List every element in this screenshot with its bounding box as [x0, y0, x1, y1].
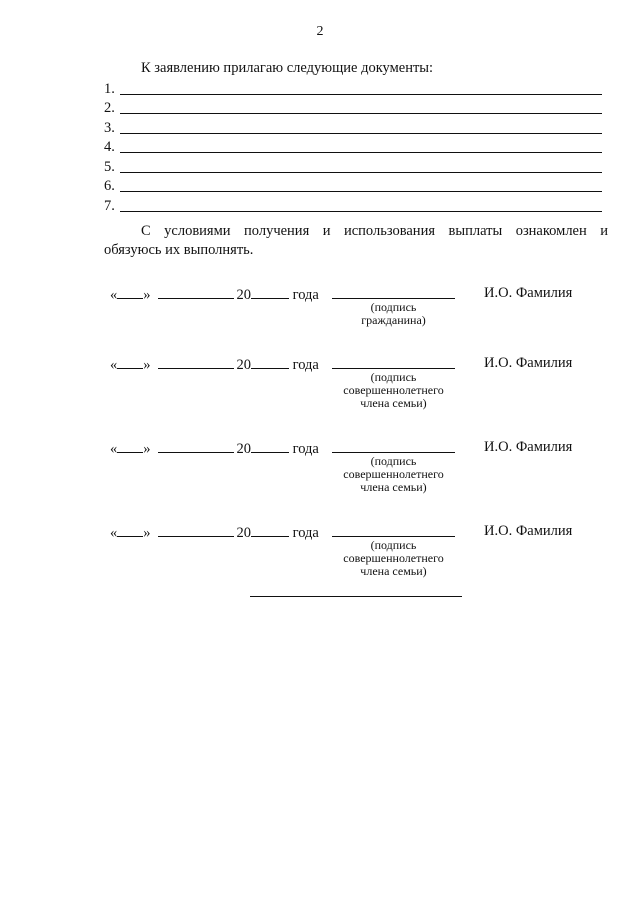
document-row — [104, 78, 602, 98]
signature-block-family-member — [110, 439, 590, 509]
document-number: 5. — [104, 158, 115, 175]
signature-line[interactable] — [332, 452, 455, 453]
document-line[interactable] — [120, 177, 602, 192]
document-number: 4. — [104, 139, 115, 155]
open-quote: « — [110, 525, 118, 541]
document-line[interactable] — [120, 158, 602, 173]
document-number: 3. — [104, 119, 115, 136]
document-row — [104, 156, 602, 176]
signature-caption — [332, 301, 455, 327]
caption-line: (подпись — [370, 538, 417, 552]
document-number: 6. — [104, 178, 115, 194]
document-line[interactable] — [120, 138, 602, 153]
close-quote: » — [143, 441, 151, 457]
month-blank[interactable] — [158, 285, 234, 299]
attached-documents-list — [104, 78, 602, 215]
conditions-line-2: обязуюсь их выполнять. — [104, 242, 254, 258]
year-blank[interactable] — [251, 285, 289, 299]
caption-line: (подпись — [370, 454, 417, 468]
year-word: года — [292, 287, 319, 303]
document-number: 2. — [104, 100, 115, 116]
document-line[interactable] — [120, 197, 602, 212]
open-quote: « — [110, 357, 118, 373]
day-blank[interactable] — [117, 523, 143, 537]
caption-line: (подпись — [370, 300, 417, 314]
document-line[interactable] — [120, 80, 602, 95]
attachments-intro: К заявлению прилагаю следующие документы: — [141, 60, 434, 76]
open-quote: « — [110, 287, 118, 303]
year-prefix: 20 — [236, 287, 251, 303]
signer-name: И.О. Фамилия — [484, 439, 573, 455]
signature-block-citizen — [110, 285, 590, 355]
signer-name: И.О. Фамилия — [484, 523, 573, 539]
year-blank[interactable] — [251, 439, 289, 453]
close-quote: » — [143, 287, 151, 303]
caption-line: (подпись — [370, 370, 417, 384]
close-quote: » — [143, 525, 151, 541]
signature-block-family-member — [110, 523, 590, 593]
year-blank[interactable] — [251, 523, 289, 537]
date-field — [110, 355, 319, 374]
month-blank[interactable] — [158, 439, 234, 453]
date-field — [110, 523, 319, 542]
conditions-statement — [104, 222, 608, 260]
date-field — [110, 439, 319, 458]
caption-line: члена семьи) — [360, 396, 427, 410]
signer-name: И.О. Фамилия — [484, 285, 573, 301]
year-word: года — [292, 525, 319, 541]
document-row — [104, 195, 602, 215]
day-blank[interactable] — [117, 439, 143, 453]
year-word: года — [292, 357, 319, 373]
signer-name: И.О. Фамилия — [484, 355, 573, 371]
caption-line: совершеннолетнего — [343, 383, 444, 397]
caption-line: совершеннолетнего — [343, 467, 444, 481]
year-blank[interactable] — [251, 355, 289, 369]
signature-caption — [332, 455, 455, 494]
document-number: 7. — [104, 197, 115, 214]
date-field — [110, 285, 319, 304]
day-blank[interactable] — [117, 285, 143, 299]
end-of-document-rule — [250, 596, 462, 597]
signature-line[interactable] — [332, 298, 455, 299]
document-line[interactable] — [120, 119, 602, 134]
signature-block-family-member — [110, 355, 590, 425]
document-number: 1. — [104, 80, 115, 97]
caption-line: совершеннолетнего — [343, 551, 444, 565]
caption-line: члена семьи) — [360, 480, 427, 494]
caption-line: гражданина) — [361, 313, 426, 327]
year-prefix: 20 — [236, 525, 251, 541]
close-quote: » — [143, 357, 151, 373]
page-number: 2 — [316, 24, 324, 39]
document-row — [104, 176, 602, 196]
document-row — [104, 137, 602, 157]
year-prefix: 20 — [236, 357, 251, 373]
signature-line[interactable] — [332, 368, 455, 369]
conditions-line-1: С условиями получения и использования выплаты ознакомлен и — [141, 223, 608, 239]
document-row — [104, 98, 602, 118]
year-prefix: 20 — [236, 441, 251, 457]
month-blank[interactable] — [158, 355, 234, 369]
day-blank[interactable] — [117, 355, 143, 369]
signature-caption — [332, 539, 455, 578]
document-row — [104, 117, 602, 137]
open-quote: « — [110, 441, 118, 457]
document-line[interactable] — [120, 99, 602, 114]
signature-line[interactable] — [332, 536, 455, 537]
signature-caption — [332, 371, 455, 410]
year-word: года — [292, 441, 319, 457]
caption-line: члена семьи) — [360, 564, 427, 578]
month-blank[interactable] — [158, 523, 234, 537]
